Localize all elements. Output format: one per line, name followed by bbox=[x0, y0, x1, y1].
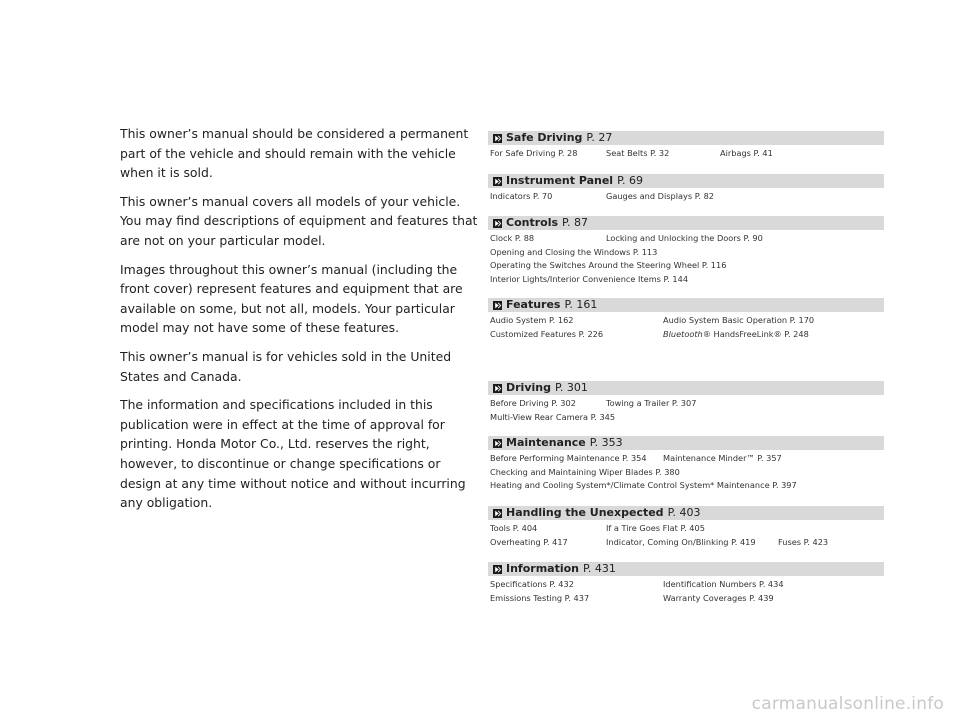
toc-entry-link[interactable]: Checking and Maintaining Wiper Blades P. 380 bbox=[490, 466, 680, 477]
toc-entries bbox=[488, 188, 884, 204]
toc-section-header[interactable] bbox=[488, 174, 884, 188]
toc-entry-link[interactable]: Clock P. 88 bbox=[490, 233, 535, 243]
toc-section-header[interactable] bbox=[488, 436, 884, 450]
toc-entry-link[interactable]: Seat Belts P. 32 bbox=[606, 148, 670, 158]
toc-entry-link[interactable]: Indicator, Coming On/Blinking P. 419 bbox=[606, 536, 756, 547]
toc-entry-row bbox=[488, 536, 884, 550]
toc-entry-row bbox=[488, 232, 884, 246]
toc-entry-link[interactable]: Before Performing Maintenance P. 354 bbox=[490, 453, 647, 463]
toc-entry-row bbox=[488, 147, 884, 161]
toc-entry-row bbox=[488, 397, 884, 411]
toc-entry-row bbox=[488, 273, 884, 287]
toc-section-page: P. 301 bbox=[554, 381, 588, 394]
toc-section-driving bbox=[488, 381, 884, 424]
reference-arrow-icon bbox=[493, 219, 502, 228]
toc-section-title: Safe Driving bbox=[506, 131, 583, 144]
intro-paragraph-2: This owner’s manual covers all models of your vehicle. You may find descriptions of equipment and features that are not on your particular model. bbox=[120, 193, 478, 248]
toc-entry-row bbox=[488, 479, 884, 493]
toc-entry-link[interactable]: If a Tire Goes Flat P. 405 bbox=[606, 523, 705, 533]
toc-entries bbox=[488, 145, 884, 161]
toc-entry-link[interactable]: Operating the Switches Around the Steering Wheel P. 116 bbox=[490, 260, 727, 270]
toc-entry-row bbox=[488, 452, 884, 466]
intro-text bbox=[120, 124, 480, 522]
toc-section-maintenance bbox=[488, 436, 884, 493]
toc-entry-row bbox=[488, 328, 884, 342]
reference-arrow-icon bbox=[493, 509, 502, 518]
toc-entry-row bbox=[488, 259, 884, 273]
toc-entries bbox=[488, 395, 884, 424]
toc-section-page: P. 87 bbox=[562, 216, 588, 229]
toc-section-header[interactable] bbox=[488, 131, 884, 145]
reference-arrow-icon bbox=[493, 439, 502, 448]
toc-entry-link[interactable]: Towing a Trailer P. 307 bbox=[606, 398, 697, 408]
intro-paragraph-5: The information and specifications included in this publication were in effect at the time of approval for printing. Honda Motor Co., Ltd. reserves the right, however, to discontinue or change specifications or design at any time without notice and without incurring any obligation. bbox=[120, 397, 466, 511]
toc-entries bbox=[488, 450, 884, 493]
toc-entry-row bbox=[488, 411, 884, 425]
toc-section-title: Controls bbox=[506, 216, 559, 229]
toc-entry-link[interactable]: Customized Features P. 226 bbox=[490, 328, 604, 339]
reference-arrow-icon bbox=[493, 301, 502, 310]
toc-entry-row bbox=[488, 466, 884, 480]
toc-entry-row bbox=[488, 522, 884, 536]
reference-arrow-icon bbox=[493, 177, 502, 186]
intro-paragraph-4: This owner’s manual is for vehicles sold in the United States and Canada. bbox=[120, 348, 452, 384]
toc-entry-link[interactable]: Multi-View Rear Camera P. 345 bbox=[490, 411, 616, 422]
toc-entry-row bbox=[488, 246, 884, 260]
toc-entry-link[interactable]: Indicators P. 70 bbox=[490, 191, 553, 201]
toc-section-header[interactable] bbox=[488, 216, 884, 230]
toc-entry-link[interactable]: Before Driving P. 302 bbox=[490, 398, 576, 408]
watermark: carmanualsonline.info bbox=[751, 694, 944, 714]
toc-section-title: Features bbox=[506, 298, 561, 311]
toc-section-title: Instrument Panel bbox=[506, 174, 614, 187]
intro-paragraph-3: Images throughout this owner’s manual (including the front cover) represent features and equipment that are available on some, but not all, models. Your particular model may not have some of these features. bbox=[120, 261, 463, 336]
toc-section-header[interactable] bbox=[488, 298, 884, 312]
toc-entry-link[interactable]: Audio System Basic Operation P. 170 bbox=[663, 315, 815, 325]
toc-section-information bbox=[488, 562, 884, 605]
toc-entry-row bbox=[488, 314, 884, 328]
toc-entries bbox=[488, 576, 884, 605]
toc-section-page: P. 161 bbox=[564, 298, 598, 311]
reference-arrow-icon bbox=[493, 134, 502, 143]
intro-paragraph-1: This owner’s manual should be considered a permanent part of the vehicle and should remain with the vehicle when it is sold. bbox=[120, 126, 469, 181]
toc-entries bbox=[488, 312, 884, 341]
toc-entry-link[interactable]: Overheating P. 417 bbox=[490, 536, 568, 547]
toc-section-page: P. 69 bbox=[617, 174, 643, 187]
toc-section-page: P. 353 bbox=[589, 436, 623, 449]
toc-entry-link[interactable]: Opening and Closing the Windows P. 113 bbox=[490, 246, 658, 257]
toc-entry-link[interactable]: Tools P. 404 bbox=[490, 523, 538, 533]
toc-section-header[interactable] bbox=[488, 381, 884, 395]
toc-entries bbox=[488, 520, 884, 549]
reference-arrow-icon bbox=[493, 384, 502, 393]
toc-entry-link[interactable]: For Safe Driving P. 28 bbox=[490, 148, 578, 158]
toc-entry-link[interactable]: Identification Numbers P. 434 bbox=[663, 579, 784, 589]
toc-entry-link[interactable]: Heating and Cooling System*/Climate Control System* Maintenance P. 397 bbox=[490, 480, 797, 490]
toc-section-page: P. 403 bbox=[667, 506, 701, 519]
toc-entry-link[interactable]: Bluetooth® HandsFreeLink® P. 248 bbox=[663, 328, 809, 339]
toc-section-page: P. 431 bbox=[583, 562, 616, 575]
toc-section-features bbox=[488, 298, 884, 341]
reference-arrow-icon bbox=[493, 565, 502, 574]
toc-section-handling-the-unexpected bbox=[488, 506, 884, 549]
toc-entry-link[interactable]: Airbags P. 41 bbox=[720, 148, 773, 158]
toc-section-safe-driving bbox=[488, 131, 884, 161]
toc-section-title: Driving bbox=[506, 381, 551, 394]
toc-section-page: P. 27 bbox=[586, 131, 613, 144]
toc-section-title: Information bbox=[506, 562, 579, 575]
toc-entry-link[interactable]: Gauges and Displays P. 82 bbox=[606, 191, 714, 201]
toc-entry-link[interactable]: Emissions Testing P. 437 bbox=[490, 592, 590, 603]
toc-entry-link[interactable]: Audio System P. 162 bbox=[490, 315, 574, 325]
toc-section-title: Maintenance bbox=[506, 436, 586, 449]
toc-entry-link[interactable]: Fuses P. 423 bbox=[778, 536, 829, 547]
toc-entries bbox=[488, 230, 884, 286]
toc-entry-link[interactable]: Specifications P. 432 bbox=[490, 579, 574, 589]
toc-section-title: Handling the Unexpected bbox=[506, 506, 664, 519]
toc-entry-row bbox=[488, 592, 884, 606]
toc-entry-link[interactable]: Interior Lights/Interior Convenience Items P. 144 bbox=[490, 273, 689, 284]
toc-entry-row bbox=[488, 578, 884, 592]
toc-entry-link[interactable]: Warranty Coverages P. 439 bbox=[663, 592, 774, 603]
toc-entry-link[interactable]: Maintenance Minder™ P. 357 bbox=[663, 453, 782, 463]
toc-section-controls bbox=[488, 216, 884, 286]
toc-section-instrument-panel bbox=[488, 174, 884, 204]
toc-section-header[interactable] bbox=[488, 562, 884, 576]
toc-entry-row bbox=[488, 190, 884, 204]
toc-section-header[interactable] bbox=[488, 506, 884, 520]
toc-entry-link[interactable]: Locking and Unlocking the Doors P. 90 bbox=[606, 233, 763, 243]
